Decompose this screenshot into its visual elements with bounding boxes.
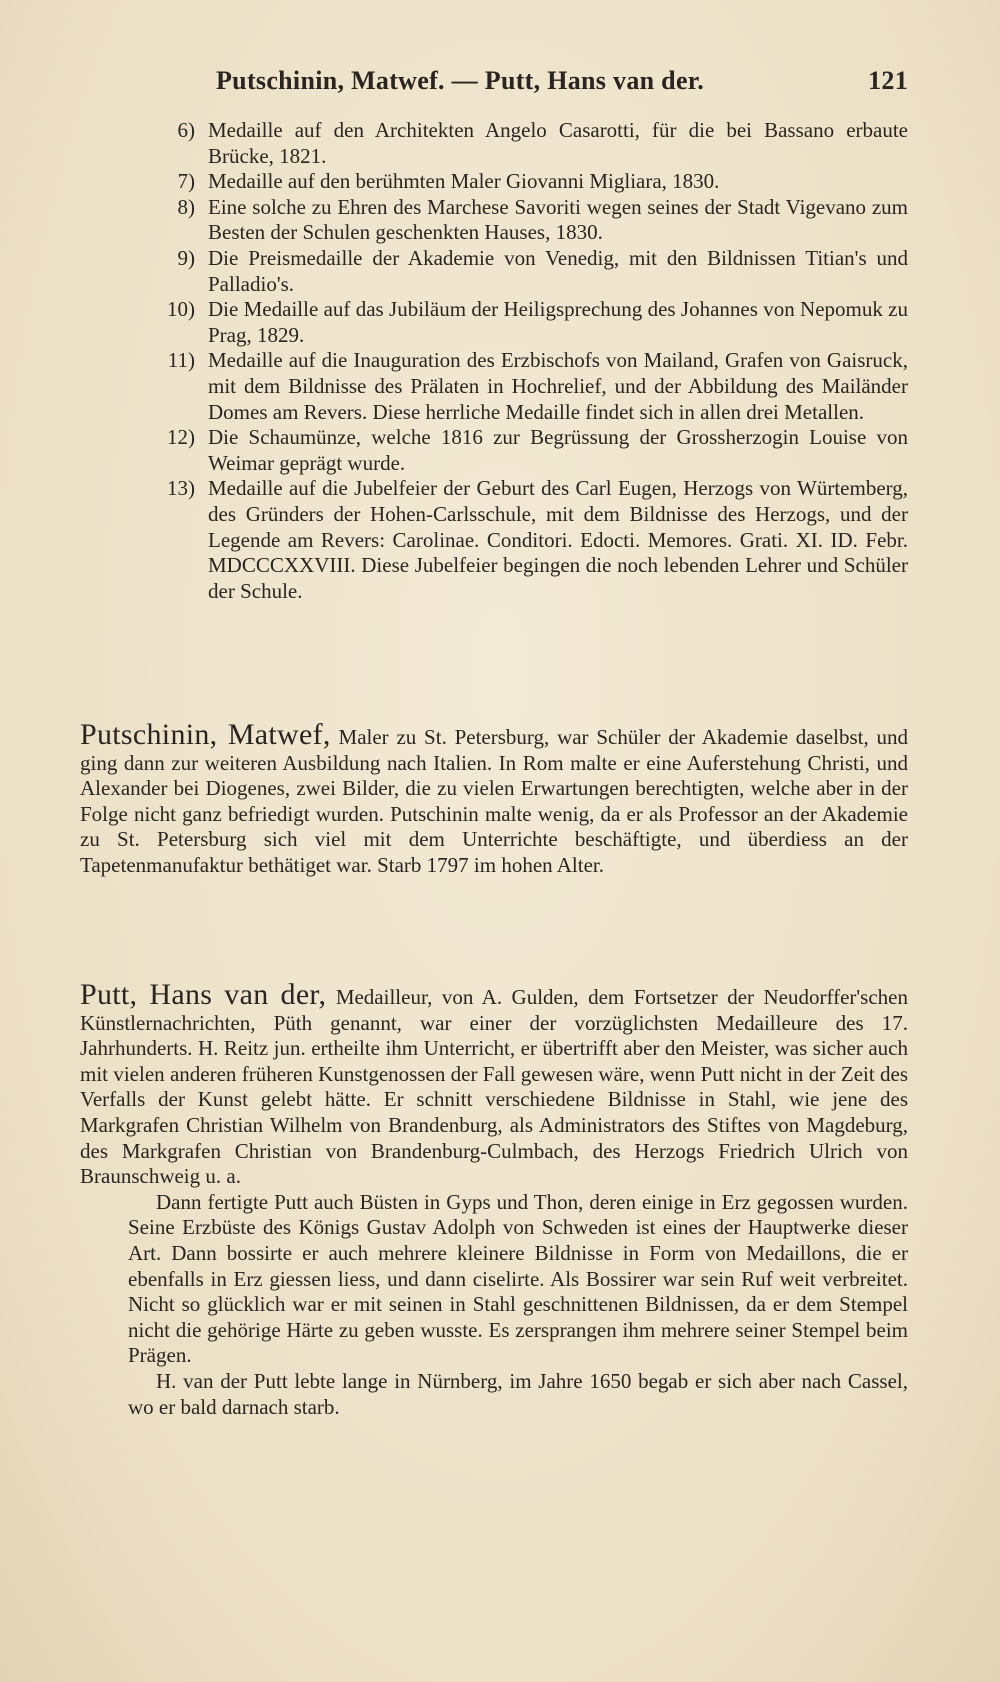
headword: Putt, Hans van der, [80, 978, 327, 1011]
entry-text: Maler zu St. Petersburg, war Schüler der Akademie daselbst, und ging dann zur weiteren Ausbildung nach Italien. In Rom malte er eine Auferstehung Christi, und Alexander bei Diogenes, zwei Bilder, die zu vielen Erwartungen berechtigten, welche aber in der Folge nicht ganz befriedigt wurden. Putschinin malte wenig, da er als Professor an der Akademie zu St. Petersburg sich viel mit dem Unterrichte beschäftigte, und überdiess an der Tapetenmanufaktur bethätiget war. Starb 1797 im hohen Alter. [80, 725, 908, 877]
item-number: 10) [167, 297, 195, 322]
entry-paragraph: Dann fertigte Putt auch Büsten in Gyps und Thon, deren einige in Erz gegossen wurden. Seine Erzbüste des Königs Gustav Adolph von Schweden ist eines der Hauptwerke dieser Art. Dann bossirte er auch mehrere kleinere Bildnisse in Form von Medaillons, die er ebenfalls in Erz giessen liess, und dann ciselirte. Als Bossirer war sein Ruf weit verbreitet. Nicht so glücklich war er mit seinen in Stahl geschnittenen Bildnissen, da er dem Stempel nicht die gehörige Härte zu geben wusste. Es zersprangen ihm mehrere seiner Stempel beim Prägen. [128, 1189, 908, 1368]
list-item [150, 195, 908, 246]
item-text: Medaille auf den Architekten Angelo Casarotti, für die bei Bassano erbaute Brücke, 1821. [208, 118, 908, 168]
item-number: 9) [177, 245, 195, 270]
header-title: Putschinin, Matwef. — Putt, Hans van der. [216, 66, 705, 95]
numbered-list [150, 118, 908, 604]
entry-paragraph [80, 978, 908, 1190]
page-number: 121 [868, 66, 908, 95]
item-text: Die Medaille auf das Jubiläum der Heiligsprechung des Johannes von Nepomuk zu Prag, 1829. [208, 297, 908, 347]
item-text: Die Schaumünze, welche 1816 zur Begrüssung der Grossherzogin Louise von Weimar geprägt wurde. [208, 425, 908, 475]
item-text: Die Preismedaille der Akademie von Venedig, mit den Bildnissen Titian's und Palladio's. [208, 245, 908, 296]
item-number: 7) [177, 169, 195, 194]
item-text: Medaille auf die Jubelfeier der Geburt des Carl Eugen, Herzogs von Würtemberg, des Gründers der Hohen-Carlsschule, mit dem Bildnisse des Herzogs, und der Legende am Revers: Carolinae. Conditori. Edocti. Memores. Grati. XI. ID. Febr. MDCCCXXVIII. Diese Jubelfeier begingen die noch lebenden Lehrer und Schüler der Schule. [208, 476, 908, 603]
item-number: 12) [167, 425, 195, 450]
list-item [150, 118, 908, 169]
item-text: Medaille auf den berühmten Maler Giovanni Migliara, 1830. [208, 169, 720, 194]
item-number: 13) [167, 476, 195, 501]
item-text: Eine solche zu Ehren des Marchese Savoriti wegen seines der Stadt Vigevano zum Besten der Schulen geschenkten Hauses, 1830. [208, 194, 908, 245]
item-number: 11) [167, 348, 195, 373]
list-item [150, 169, 908, 195]
entry-putt [80, 978, 908, 1420]
list-item [150, 297, 908, 348]
list-item [150, 246, 908, 297]
item-text: Medaille auf die Inauguration des Erzbischofs von Mailand, Grafen von Gaisruck, mit dem Bildnisse des Prälaten in Hochrelief, und der Abbildung des Mailänder Domes am Revers. Diese herrliche Medaille findet sich in allen drei Metallen. [208, 348, 908, 424]
entry-putschinin [80, 718, 908, 879]
entry-paragraph: H. van der Putt lebte lange in Nürnberg, im Jahre 1650 begab er sich aber nach Cassel, wo er bald darnach starb. [128, 1368, 908, 1419]
running-header [216, 60, 908, 100]
list-item [150, 425, 908, 476]
entry-text: Medailleur, von A. Gulden, dem Fortsetzer der Neudorffer'schen Künstlernachrichten, Püth genannt, war einer der vorzüglichsten Medailleure des 17. Jahrhunderts. H. Reitz jun. ertheilte ihm Unterricht, er übertrifft aber den Meister, was sicher auch mit vielen anderen früheren Kunstgenossen der Fall gewesen wäre, wenn Putt nicht in der Zeit des Verfalls der Kunst gelebt hätte. Er schnitt verschiedene Bildnisse in Stahl, wie jene des Markgrafen Christian Wilhelm von Brandenburg, als Administrators des Stiftes von Magdeburg, des Markgrafen Christian von Brandenburg-Culmbach, des Herzogs Friedrich Ulrich von Braunschweig u. a. [80, 985, 908, 1189]
item-number: 8) [177, 194, 195, 219]
list-item [150, 476, 908, 604]
entry-paragraph [80, 718, 908, 879]
headword: Putschinin, Matwef, [80, 718, 331, 751]
list-item [150, 348, 908, 425]
item-number: 6) [177, 118, 195, 142]
